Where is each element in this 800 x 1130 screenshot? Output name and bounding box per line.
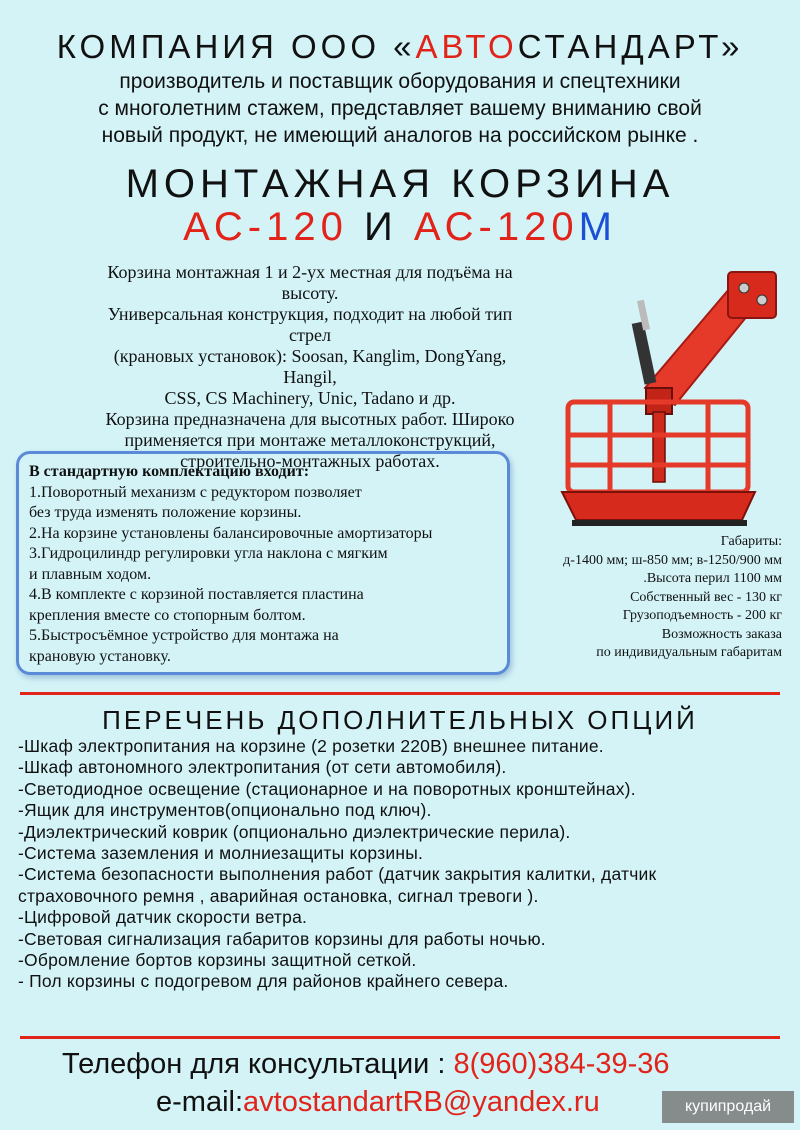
option-item: -Диэлектрический коврик (опционально диэлектрические перила). [18, 821, 571, 842]
option-item: -Цифровой датчик скорости ветра. [18, 907, 308, 928]
option-item: -Система заземления и молниезащиты корзины. [18, 843, 424, 864]
spec-line: .Высота перил 1100 мм [643, 571, 782, 586]
option-item: -Световая сигнализация габаритов корзины для работы ночью. [18, 928, 546, 949]
spec-line: по индивидуальным габаритам [596, 645, 782, 660]
basket-illustration [550, 270, 790, 540]
description-line: Универсальная конструкция, подходит на любой тип стрел [107, 304, 513, 345]
kit-line: 3.Гидроцилиндр регулировки угла наклона с мягким [29, 545, 388, 562]
divider-bottom [20, 1036, 780, 1039]
phone-line [62, 1048, 670, 1081]
spec-line: Собственный вес - 130 кг [630, 589, 782, 605]
kit-line: 1.Поворотный механизм с редуктором позволяет [29, 483, 362, 501]
description-line: строительно-монтажных работах. [180, 451, 440, 471]
intro-text [0, 68, 800, 149]
standard-kit-box [16, 451, 510, 675]
email-address[interactable]: avtostandartRB@yandex.ru [243, 1086, 600, 1118]
option-item: -Обромление бортов корзины защитной сеткой. [18, 950, 417, 971]
company-name-rest: СТАНДАРТ» [517, 28, 744, 65]
spec-line: д-1400 мм; ш-850 мм; в-1250/900 мм [563, 552, 782, 568]
options-title: ПЕРЕЧЕНЬ ДОПОЛНИТЕЛЬНЫХ ОПЦИЙ [102, 705, 698, 735]
kit-line: крановую установку. [29, 647, 171, 665]
phone-number[interactable]: 8(960)384-39-36 [453, 1048, 670, 1080]
option-item: - Пол корзины с подогревом для районов крайнего севера. [18, 971, 509, 992]
kit-line: крепления вместе со стопорным болтом. [29, 606, 306, 624]
standard-kit-heading: В стандартную комплектацию входит: [29, 463, 310, 480]
email-label: e-mail: [156, 1086, 244, 1118]
spec-line: Грузоподъемность - 200 кг [622, 608, 782, 623]
option-item: -Шкаф автономного электропитания (от сети автомобиля). [18, 757, 507, 778]
spec-line: Возможность заказа [661, 626, 782, 642]
description-line: CSS, CS Machinery, Unic, Tadano и др. [164, 388, 456, 408]
intro-line: производитель и поставщик оборудования и спецтехники [119, 70, 681, 93]
option-item: страховочного ремня , аварийная остановка, сигнал тревоги ). [18, 885, 539, 906]
spec-line: Габариты: [720, 534, 782, 549]
description-line: Корзина предназначена для высотных работ. Широко [105, 409, 515, 429]
divider-top [20, 692, 780, 695]
specifications [492, 533, 782, 663]
model-suffix-m: М [578, 205, 617, 249]
option-item: -Ящик для инструментов(опционально под ключ). [18, 800, 432, 821]
phone-label: Телефон для консультации : [62, 1048, 454, 1080]
intro-line: новый продукт, не имеющий аналогов на российском рынке . [101, 124, 699, 147]
kit-line: 2.На корзине установлены балансировочные амортизаторы [29, 524, 433, 542]
company-prefix: КОМПАНИЯ ООО « [56, 28, 416, 65]
email-line [156, 1086, 600, 1119]
option-item: -Светодиодное освещение (стационарное и на поворотных кронштейнах). [18, 778, 636, 799]
product-description [100, 262, 520, 472]
option-item: -Шкаф электропитания на корзине (2 розетки 220В) внешнее питание. [18, 736, 604, 756]
company-header [0, 28, 800, 66]
product-models [0, 205, 800, 250]
model-and: И [347, 205, 414, 249]
watermark-badge: купипродай [662, 1091, 794, 1123]
model-ac120m: АС-120 [413, 205, 579, 249]
product-title: МОНТАЖНАЯ КОРЗИНА [125, 162, 675, 206]
option-item: -Система безопасности выполнения работ (датчик закрытия калитки, датчик [18, 864, 657, 885]
kit-line: и плавным ходом. [29, 565, 152, 583]
kit-line: 5.Быстросъёмное устройство для монтажа на [29, 627, 339, 644]
kit-line: 4.В комплекте с корзиной поставляется пластина [29, 586, 364, 603]
options-list [18, 736, 800, 993]
description-line: (крановых установок): Soosan, Kanglim, DongYang, Hangil, [113, 346, 507, 387]
intro-line: с многолетним стажем, представляет вашему вниманию свой [98, 97, 702, 120]
model-ac120: АС-120 [183, 205, 348, 249]
kit-line: без труда изменять положение корзины. [29, 504, 302, 521]
description-line: применяется при монтаже металлоконструкций, [124, 430, 496, 450]
company-name-red: АВТО [415, 28, 518, 65]
description-line: Корзина монтажная 1 и 2-ух местная для подъёма на высоту. [107, 262, 513, 303]
